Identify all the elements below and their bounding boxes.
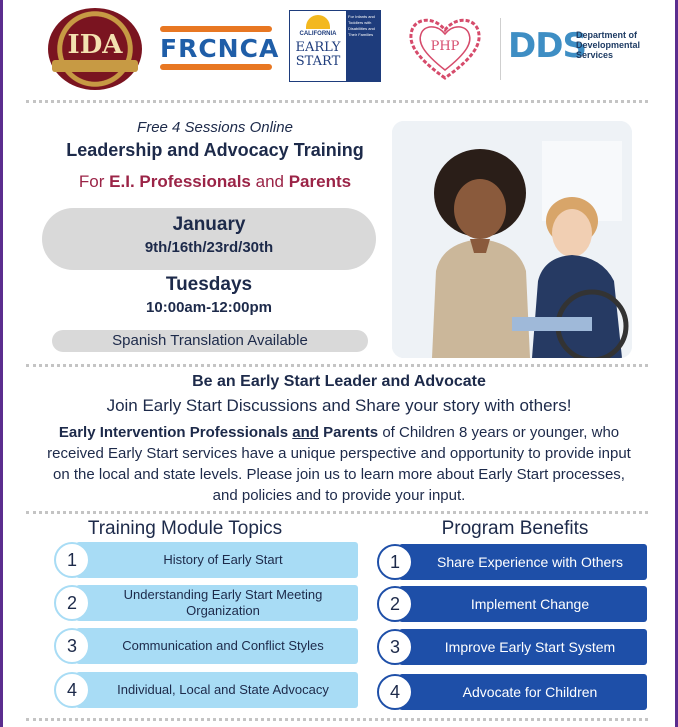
topic-number: 3	[54, 628, 90, 664]
topic-number: 2	[54, 585, 90, 621]
para-rest: of Children 8 years or younger, who received Early Start services have a unique perspective and opportunity to provide input on the local and state levels. Please join us to learn more about Early Start processes, and policies and to provide your input.	[47, 424, 631, 504]
ida-logo-text: IDA	[67, 30, 123, 60]
topic-item	[54, 628, 360, 664]
benefit-number: 3	[377, 629, 413, 665]
dotted-divider-lower	[26, 511, 648, 514]
topic-item	[54, 585, 360, 621]
topic-label: History of Early Start	[163, 552, 283, 567]
audience-parents: Parents	[288, 172, 352, 191]
early-start-tagline: For Infants and Toddlers with Disabilities and Their Families	[348, 14, 375, 37]
benefit-label: Improve Early Start System	[444, 639, 616, 655]
benefit-item	[377, 674, 649, 710]
topic-number: 1	[54, 542, 90, 578]
early-start-logo	[289, 10, 381, 82]
frcnca-top-bar	[160, 26, 272, 32]
dotted-divider-top	[26, 100, 648, 103]
event-month: January	[172, 214, 246, 235]
benefit-label: Implement Change	[470, 596, 590, 612]
early-start-logo-right	[346, 11, 381, 81]
benefit-item	[377, 629, 649, 665]
photo-illustration	[392, 121, 632, 358]
dotted-divider-middle	[26, 364, 648, 367]
section-subheading: Join Early Start Discussions and Share your story with others!	[106, 396, 572, 415]
translation-badge: Spanish Translation Available	[52, 330, 368, 352]
php-logo-text: PHP	[430, 39, 460, 54]
benefit-number: 2	[377, 586, 413, 622]
event-time: 10:00am-12:00pm	[146, 299, 272, 316]
topic-label: Communication and Conflict Styles	[122, 638, 324, 653]
dotted-divider-bottom	[26, 718, 648, 721]
dds-logo-subtitle: Department of Developmental Services	[576, 30, 641, 60]
intro-paragraph	[40, 422, 638, 506]
early-start-wordmark: EARLY START	[295, 40, 341, 69]
benefit-number: 1	[377, 544, 413, 580]
benefit-number: 4	[377, 674, 413, 710]
logo-divider	[500, 18, 501, 80]
php-logo	[404, 12, 486, 84]
para-parents: Parents	[323, 424, 379, 441]
free-sessions-text: Free 4 Sessions Online	[137, 119, 293, 136]
event-title: Leadership and Advocacy Training	[66, 140, 364, 160]
topic-item	[54, 672, 360, 708]
dds-logo-text: DDS	[508, 26, 586, 66]
sun-icon	[306, 15, 330, 29]
topic-item	[54, 542, 360, 578]
audience-ei: E.I. Professionals	[109, 172, 251, 191]
audience-and: and	[250, 172, 289, 191]
dds-logo	[508, 26, 641, 70]
ida-ribbon	[52, 60, 138, 72]
audience-prefix: For	[78, 172, 110, 191]
event-days: 9th/16th/23rd/30th	[144, 239, 274, 256]
para-and: and	[292, 424, 319, 441]
event-weekday: Tuesdays	[165, 274, 253, 295]
logo-row	[40, 8, 640, 93]
benefits-heading: Program Benefits	[441, 518, 589, 539]
topics-heading: Training Module Topics	[87, 518, 283, 539]
topic-label: Understanding Early Start Meeting Organization	[123, 587, 323, 618]
benefit-label: Advocate for Children	[462, 684, 598, 700]
topic-label: Individual, Local and State Advocacy	[117, 682, 329, 697]
frcnca-logo	[160, 26, 280, 70]
early-start-logo-left	[290, 11, 346, 81]
audience-line	[20, 172, 410, 192]
frcnca-logo-text: FRCNCA	[160, 34, 280, 63]
early-start-california: CALIFORNIA	[299, 31, 337, 37]
section-heading: Be an Early Start Leader and Advocate	[192, 373, 486, 390]
ida-logo	[48, 8, 142, 90]
frcnca-bottom-bar	[160, 64, 272, 70]
page-border-left	[0, 0, 3, 727]
benefit-item	[377, 544, 649, 580]
benefit-item	[377, 586, 649, 622]
hero-photo	[392, 121, 632, 358]
benefit-label: Share Experience with Others	[437, 554, 623, 570]
para-ei: Early Intervention Professionals	[58, 424, 289, 441]
topic-number: 4	[54, 672, 90, 708]
